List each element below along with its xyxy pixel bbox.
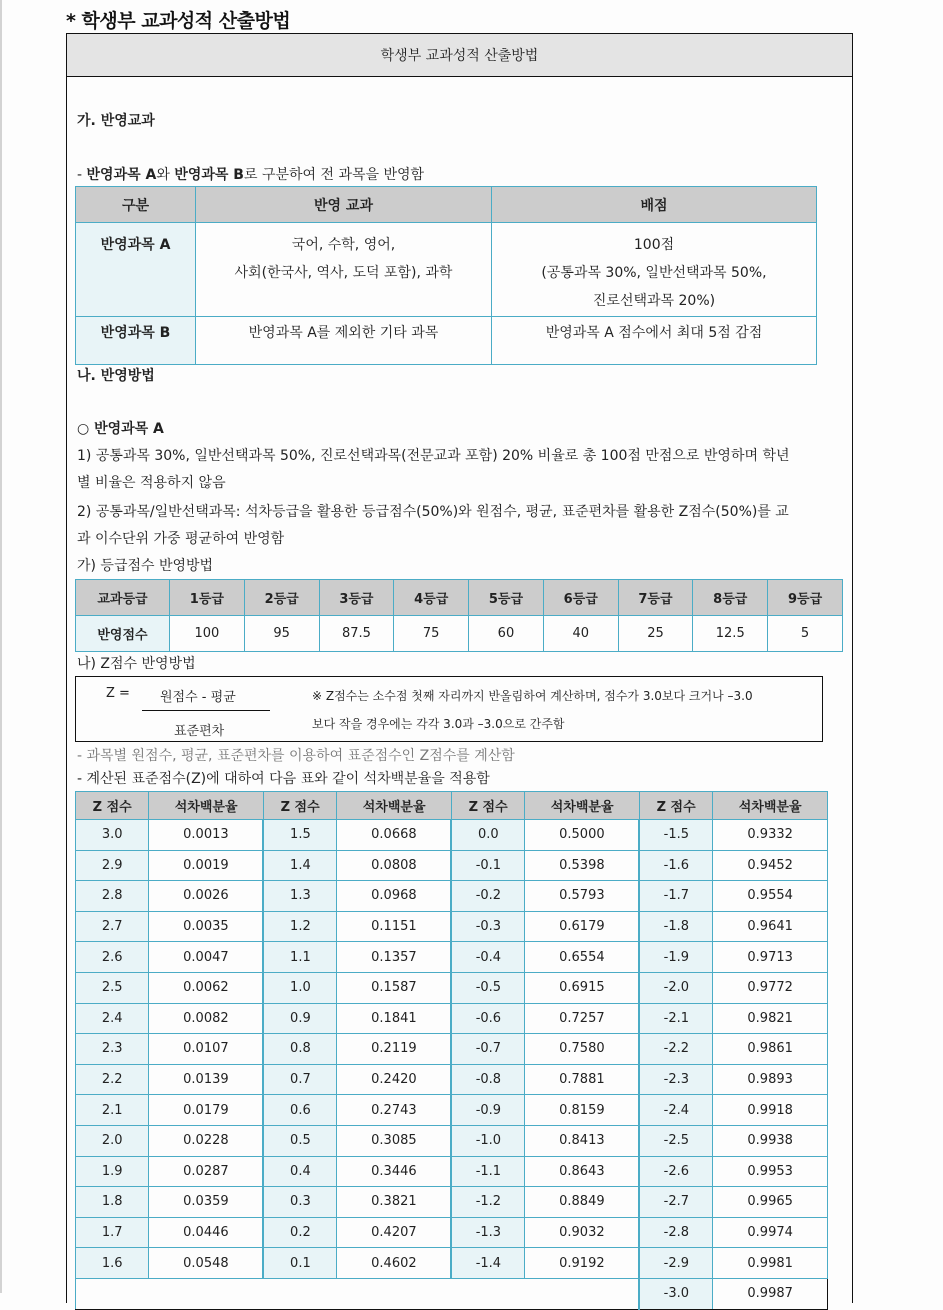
- percentile-cell: 0.5398: [525, 850, 640, 881]
- percentile-cell: 0.9452: [713, 850, 828, 881]
- z-heading: 나) Z점수 반영방법: [77, 656, 196, 672]
- percentile-cell: 0.9965: [713, 1187, 828, 1218]
- col-header: 석차백분율: [337, 792, 452, 820]
- percentile-cell: 0.9893: [713, 1064, 828, 1095]
- z-score-cell: -0.8: [451, 1064, 524, 1095]
- percentile-cell: 0.9918: [713, 1095, 828, 1126]
- percentile-cell: 0.9974: [713, 1217, 828, 1248]
- z-note-2: - 계산된 표준점수(Z)에 대하여 다음 표와 같이 석차백분율을 적용함: [77, 771, 490, 787]
- z-score-cell: -1.8: [639, 911, 712, 942]
- z-score-cell: 2.5: [76, 972, 149, 1003]
- score-cell: 60: [469, 616, 544, 652]
- formula-numerator: 원점수 - 평균: [160, 690, 236, 705]
- table-row: [76, 616, 843, 652]
- z-score-cell: 2.1: [76, 1095, 149, 1126]
- col-header: 4등급: [394, 580, 469, 616]
- grade-score-table: [75, 579, 843, 652]
- table-row: [76, 317, 817, 365]
- z-score-cell: -0.1: [451, 850, 524, 881]
- percentile-cell: 0.3446: [337, 1156, 452, 1187]
- empty-cell: [76, 1278, 640, 1309]
- col-header: 2등급: [244, 580, 319, 616]
- col-header: 석차백분율: [713, 792, 828, 820]
- z-score-cell: -1.7: [639, 881, 712, 912]
- percentile-cell: 0.0808: [337, 850, 452, 881]
- table-row: [76, 972, 828, 1003]
- formula-note-line2: 보다 작을 경우에는 각각 3.0과 –3.0으로 간주함: [312, 717, 565, 731]
- z-score-cell: 0.1: [263, 1248, 336, 1279]
- z-score-cell: 2.8: [76, 881, 149, 912]
- z-score-cell: 2.4: [76, 1003, 149, 1034]
- percentile-cell: 0.0107: [149, 1034, 264, 1065]
- percentile-cell: 0.1587: [337, 972, 452, 1003]
- z-score-cell: 0.6: [263, 1095, 336, 1126]
- percentile-cell: 0.0968: [337, 881, 452, 912]
- percentile-cell: 0.5793: [525, 881, 640, 912]
- z-table-body: [76, 820, 828, 1310]
- percentile-cell: 0.0179: [149, 1095, 264, 1126]
- z-score-cell: -2.9: [639, 1248, 712, 1279]
- z-score-cell: 2.7: [76, 911, 149, 942]
- cell-line: 진로선택과목 20%): [592, 293, 716, 309]
- z-score-cell: 1.1: [263, 942, 336, 973]
- table-row: [76, 1034, 828, 1065]
- percentile-cell: 0.9554: [713, 881, 828, 912]
- cell-line: 반영과목 A 점수에서 최대 5점 감점: [545, 325, 763, 341]
- percentile-cell: 0.7881: [525, 1064, 640, 1095]
- table-row: [76, 1187, 828, 1218]
- percentile-cell: 0.7580: [525, 1034, 640, 1065]
- content-frame: [66, 33, 853, 1303]
- cell-line: (공통과목 30%, 일반선택과목 50%,: [541, 265, 767, 281]
- z-score-cell: 1.7: [76, 1217, 149, 1248]
- percentile-cell: 0.0082: [149, 1003, 264, 1034]
- table-row: [76, 942, 828, 973]
- percentile-cell: 0.0013: [149, 820, 264, 851]
- z-score-cell: 1.8: [76, 1187, 149, 1218]
- z-score-cell: 2.3: [76, 1034, 149, 1065]
- percentile-cell: 0.8413: [525, 1125, 640, 1156]
- table-row: [76, 1003, 828, 1034]
- subject-rule-table: [75, 186, 817, 365]
- table-header-row: [76, 792, 828, 820]
- percentile-cell: 0.0035: [149, 911, 264, 942]
- z-score-cell: 1.4: [263, 850, 336, 881]
- z-score-cell: 0.8: [263, 1034, 336, 1065]
- grade-heading: 가) 등급점수 반영방법: [77, 558, 214, 574]
- percentile-cell: 0.0359: [149, 1187, 264, 1218]
- section-ga-intro: [77, 164, 424, 184]
- percentile-cell: 0.4602: [337, 1248, 452, 1279]
- table-row: [76, 1156, 828, 1187]
- z-score-cell: -2.2: [639, 1034, 712, 1065]
- points-cell: [492, 223, 817, 317]
- z-score-cell: -0.2: [451, 881, 524, 912]
- z-score-cell: 0.3: [263, 1187, 336, 1218]
- table-row: [76, 223, 817, 317]
- col-header: 6등급: [543, 580, 618, 616]
- percentile-cell: 0.9938: [713, 1125, 828, 1156]
- col-header: 배점: [492, 187, 817, 223]
- col-header: 석차백분율: [525, 792, 640, 820]
- intro-prefix: -: [77, 167, 87, 183]
- z-score-cell: -0.6: [451, 1003, 524, 1034]
- table-row: [76, 911, 828, 942]
- cell-line: 사회(한국사, 역사, 도덕 포함), 과학: [234, 265, 453, 281]
- section-heading-ga: 가. 반영교과: [77, 113, 155, 129]
- percentile-cell: 0.7257: [525, 1003, 640, 1034]
- section-heading-na: 나. 반영방법: [77, 368, 155, 384]
- percentile-cell: 0.9953: [713, 1156, 828, 1187]
- item2-line1: 2) 공통과목/일반선택과목: 석차등급을 활용한 등급점수(50%)와 원점수, 평균, 표준편차를 활용한 Z점수(50%)를 교: [77, 504, 789, 520]
- percentile-cell: 0.1357: [337, 942, 452, 973]
- col-header: 9등급: [768, 580, 843, 616]
- z-score-cell: -1.3: [451, 1217, 524, 1248]
- z-formula-box: [75, 676, 823, 742]
- table-row: [76, 1064, 828, 1095]
- z-score-cell: -2.1: [639, 1003, 712, 1034]
- percentile-cell: 0.8159: [525, 1095, 640, 1126]
- z-score-cell: 0.4: [263, 1156, 336, 1187]
- page-title: * 학생부 교과성적 산출방법: [66, 10, 291, 32]
- score-cell: 75: [394, 616, 469, 652]
- score-cell: 25: [618, 616, 693, 652]
- z-score-cell: 0.9: [263, 1003, 336, 1034]
- percentile-cell: 0.3085: [337, 1125, 452, 1156]
- col-header: 7등급: [618, 580, 693, 616]
- z-score-cell: -1.6: [639, 850, 712, 881]
- cell-line: 국어, 수학, 영어,: [291, 237, 396, 253]
- table-row: [76, 850, 828, 881]
- z-score-cell: -2.7: [639, 1187, 712, 1218]
- z-score-cell: -3.0: [639, 1278, 712, 1309]
- z-score-cell: 1.9: [76, 1156, 149, 1187]
- percentile-cell: 0.0287: [149, 1156, 264, 1187]
- percentile-cell: 0.8849: [525, 1187, 640, 1218]
- cell-line: 반영과목 A를 제외한 기타 과목: [248, 325, 439, 341]
- points-cell: [492, 317, 817, 365]
- z-score-cell: -0.4: [451, 942, 524, 973]
- fraction-bar: [142, 710, 270, 711]
- z-score-cell: 2.2: [76, 1064, 149, 1095]
- table-row: [76, 1278, 828, 1309]
- col-header: 5등급: [469, 580, 544, 616]
- table-row: [76, 1095, 828, 1126]
- percentile-cell: 0.2420: [337, 1064, 452, 1095]
- z-score-cell: 0.2: [263, 1217, 336, 1248]
- percentile-cell: 0.9981: [713, 1248, 828, 1279]
- percentile-cell: 0.9032: [525, 1217, 640, 1248]
- percentile-cell: 0.0062: [149, 972, 264, 1003]
- frame-header-title: 학생부 교과성적 산출방법: [380, 48, 539, 64]
- percentile-cell: 0.9861: [713, 1034, 828, 1065]
- percentile-cell: 0.4207: [337, 1217, 452, 1248]
- percentile-cell: 0.6179: [525, 911, 640, 942]
- col-header: 1등급: [170, 580, 245, 616]
- z-score-cell: -1.4: [451, 1248, 524, 1279]
- percentile-cell: 0.8643: [525, 1156, 640, 1187]
- percentile-cell: 0.6554: [525, 942, 640, 973]
- formula-lhs: Z =: [106, 686, 130, 701]
- cell-line: 100점: [633, 237, 675, 253]
- col-header: 8등급: [693, 580, 768, 616]
- z-score-cell: 1.5: [263, 820, 336, 851]
- table-row: [76, 1248, 828, 1279]
- percentile-cell: 0.9772: [713, 972, 828, 1003]
- intro-bold-a: 반영과목 A: [86, 167, 157, 183]
- formula-note-line1: ※ Z점수는 소수점 첫째 자리까지 반올림하여 계산하며, 점수가 3.0보다 크거나 –3.0: [312, 689, 753, 703]
- z-score-cell: -0.7: [451, 1034, 524, 1065]
- z-score-cell: 0.7: [263, 1064, 336, 1095]
- col-header: 석차백분율: [149, 792, 264, 820]
- col-header: 반영 교과: [196, 187, 492, 223]
- table-row: [76, 1125, 828, 1156]
- percentile-cell: 0.9713: [713, 942, 828, 973]
- z-score-cell: 2.0: [76, 1125, 149, 1156]
- score-cell: 5: [768, 616, 843, 652]
- z-percentile-table: [75, 791, 828, 1310]
- score-cell: 95: [244, 616, 319, 652]
- row-label: 반영과목 B: [76, 317, 196, 365]
- percentile-cell: 0.0668: [337, 820, 452, 851]
- percentile-cell: 0.0026: [149, 881, 264, 912]
- percentile-cell: 0.1841: [337, 1003, 452, 1034]
- z-score-cell: -2.3: [639, 1064, 712, 1095]
- z-score-cell: -0.9: [451, 1095, 524, 1126]
- z-score-cell: 0.5: [263, 1125, 336, 1156]
- percentile-cell: 0.0548: [149, 1248, 264, 1279]
- percentile-cell: 0.0228: [149, 1125, 264, 1156]
- z-score-cell: 2.6: [76, 942, 149, 973]
- frame-header: [67, 34, 852, 77]
- percentile-cell: 0.9987: [713, 1278, 828, 1309]
- score-cell: 87.5: [319, 616, 394, 652]
- z-score-cell: -0.5: [451, 972, 524, 1003]
- table-row: [76, 820, 828, 851]
- table-header-row: [76, 187, 817, 223]
- row-label: 반영점수: [76, 616, 170, 652]
- item1-line1: 1) 공통과목 30%, 일반선택과목 50%, 진로선택과목(전문교과 포함) 20% 비율로 총 100점 만점으로 반영하며 학년: [77, 448, 790, 464]
- z-score-cell: 2.9: [76, 850, 149, 881]
- col-header: Z 점수: [76, 792, 149, 820]
- percentile-cell: 0.5000: [525, 820, 640, 851]
- item1-line2: 별 비율은 적용하지 않음: [77, 475, 226, 491]
- subjects-cell: [196, 317, 492, 365]
- percentile-cell: 0.1151: [337, 911, 452, 942]
- z-score-cell: -1.5: [639, 820, 712, 851]
- z-score-cell: 1.3: [263, 881, 336, 912]
- z-score-cell: -2.4: [639, 1095, 712, 1126]
- percentile-cell: 0.9192: [525, 1248, 640, 1279]
- intro-mid: 와: [156, 167, 175, 183]
- percentile-cell: 0.9332: [713, 820, 828, 851]
- intro-suffix: 로 구분하여 전 과목을 반영함: [243, 167, 425, 183]
- percentile-cell: 0.9821: [713, 1003, 828, 1034]
- col-header: Z 점수: [451, 792, 524, 820]
- table-header-row: [76, 580, 843, 616]
- percentile-cell: 0.0139: [149, 1064, 264, 1095]
- score-cell: 100: [170, 616, 245, 652]
- percentile-cell: 0.0047: [149, 942, 264, 973]
- z-score-cell: -2.0: [639, 972, 712, 1003]
- z-note-1: - 과목별 원점수, 평균, 표준편차를 이용하여 표준점수인 Z점수를 계산함: [77, 748, 515, 764]
- intro-bold-b: 반영과목 B: [174, 167, 244, 183]
- z-score-cell: -1.1: [451, 1156, 524, 1187]
- z-score-cell: -2.5: [639, 1125, 712, 1156]
- z-score-cell: -2.6: [639, 1156, 712, 1187]
- col-header: 구분: [76, 187, 196, 223]
- percentile-cell: 0.2119: [337, 1034, 452, 1065]
- z-score-cell: 1.0: [263, 972, 336, 1003]
- percentile-cell: 0.9641: [713, 911, 828, 942]
- table-row: [76, 1217, 828, 1248]
- percentile-cell: 0.2743: [337, 1095, 452, 1126]
- col-header: 교과등급: [76, 580, 170, 616]
- score-cell: 40: [543, 616, 618, 652]
- z-score-cell: -1.9: [639, 942, 712, 973]
- table-row: [76, 881, 828, 912]
- z-score-cell: -1.0: [451, 1125, 524, 1156]
- subsection-heading-a: ○ 반영과목 A: [77, 421, 164, 437]
- percentile-cell: 0.0446: [149, 1217, 264, 1248]
- subjects-cell: [196, 223, 492, 317]
- row-label: 반영과목 A: [76, 223, 196, 317]
- z-score-cell: 3.0: [76, 820, 149, 851]
- col-header: Z 점수: [639, 792, 712, 820]
- z-score-cell: 1.2: [263, 911, 336, 942]
- col-header: Z 점수: [263, 792, 336, 820]
- z-score-cell: 0.0: [451, 820, 524, 851]
- score-cell: 12.5: [693, 616, 768, 652]
- item2-line2: 과 이수단위 가중 평균하여 반영함: [77, 531, 285, 547]
- col-header: 3등급: [319, 580, 394, 616]
- percentile-cell: 0.3821: [337, 1187, 452, 1218]
- percentile-cell: 0.0019: [149, 850, 264, 881]
- z-score-cell: -2.8: [639, 1217, 712, 1248]
- z-score-cell: 1.6: [76, 1248, 149, 1279]
- z-score-cell: -1.2: [451, 1187, 524, 1218]
- formula-denominator: 표준편차: [174, 724, 225, 739]
- z-score-cell: -0.3: [451, 911, 524, 942]
- percentile-cell: 0.6915: [525, 972, 640, 1003]
